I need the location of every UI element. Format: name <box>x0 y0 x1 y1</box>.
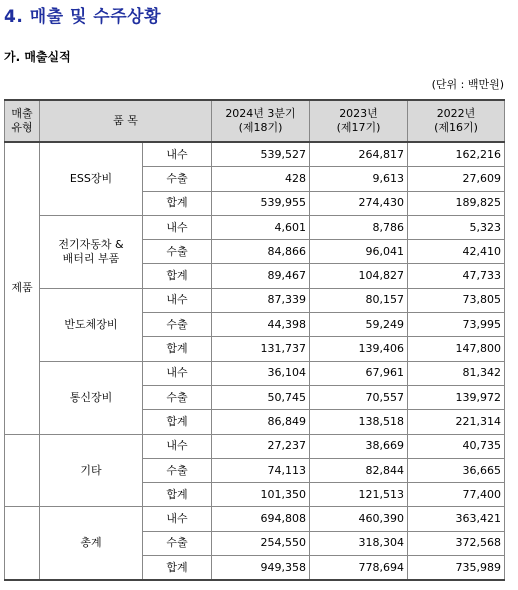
header-period-1-year: 2024년 3분기 <box>225 107 296 120</box>
sales-kind-cell: 수출 <box>143 167 212 191</box>
header-period-3-term: (제16기) <box>434 121 478 134</box>
value-cell-period-1: 74,113 <box>212 458 310 482</box>
value-cell-period-2: 104,827 <box>310 264 408 288</box>
sales-kind-cell: 내수 <box>143 215 212 239</box>
value-cell-period-2: 82,844 <box>310 458 408 482</box>
sales-kind-cell: 수출 <box>143 458 212 482</box>
sales-kind-cell: 합계 <box>143 556 212 581</box>
sub-title: 가. 매출실적 <box>4 50 71 64</box>
value-cell-period-1: 36,104 <box>212 361 310 385</box>
category-cell <box>5 507 40 580</box>
value-cell-period-1: 86,849 <box>212 410 310 434</box>
value-cell-period-3: 81,342 <box>408 361 505 385</box>
value-cell-period-3: 27,609 <box>408 167 505 191</box>
sales-kind-cell: 내수 <box>143 142 212 167</box>
value-cell-period-1: 89,467 <box>212 264 310 288</box>
value-cell-period-2: 9,613 <box>310 167 408 191</box>
value-cell-period-1: 44,398 <box>212 313 310 337</box>
header-period-2 <box>310 100 408 142</box>
value-cell-period-2: 8,786 <box>310 215 408 239</box>
value-cell-period-3: 73,805 <box>408 288 505 312</box>
value-cell-period-2: 138,518 <box>310 410 408 434</box>
sales-kind-cell: 내수 <box>143 288 212 312</box>
table-row <box>5 434 505 458</box>
table-row <box>5 142 505 167</box>
value-cell-period-2: 121,513 <box>310 483 408 507</box>
value-cell-period-1: 101,350 <box>212 483 310 507</box>
value-cell-period-2: 318,304 <box>310 531 408 555</box>
value-cell-period-1: 131,737 <box>212 337 310 361</box>
value-cell-period-3: 221,314 <box>408 410 505 434</box>
sales-kind-cell: 합계 <box>143 337 212 361</box>
table-header-row <box>5 100 505 142</box>
sales-kind-cell: 내수 <box>143 434 212 458</box>
sales-kind-cell: 내수 <box>143 361 212 385</box>
sales-kind-cell: 합계 <box>143 483 212 507</box>
header-period-2-term: (제17기) <box>336 121 381 134</box>
value-cell-period-3: 5,323 <box>408 215 505 239</box>
value-cell-period-2: 139,406 <box>310 337 408 361</box>
sales-table-body <box>5 142 505 580</box>
sales-kind-cell: 수출 <box>143 385 212 409</box>
value-cell-period-2: 96,041 <box>310 240 408 264</box>
value-cell-period-2: 460,390 <box>310 507 408 531</box>
category-cell <box>5 434 40 507</box>
value-cell-period-3: 735,989 <box>408 556 505 581</box>
value-cell-period-2: 274,430 <box>310 191 408 215</box>
header-period-3 <box>408 100 505 142</box>
item-name-cell: 반도체장비 <box>40 288 143 361</box>
unit-note: (단위 : 백만원) <box>431 78 504 91</box>
value-cell-period-2: 38,669 <box>310 434 408 458</box>
item-name-cell: 기타 <box>40 434 143 507</box>
item-name-cell: ESS장비 <box>40 142 143 215</box>
item-name-cell: 통신장비 <box>40 361 143 434</box>
header-period-2-year: 2023년 <box>339 107 378 120</box>
value-cell-period-2: 70,557 <box>310 385 408 409</box>
header-item: 품 목 <box>40 100 212 142</box>
sales-kind-cell: 합계 <box>143 191 212 215</box>
value-cell-period-1: 539,527 <box>212 142 310 167</box>
value-cell-period-3: 73,995 <box>408 313 505 337</box>
header-period-3-year: 2022년 <box>436 107 476 120</box>
value-cell-period-3: 363,421 <box>408 507 505 531</box>
value-cell-period-3: 40,735 <box>408 434 505 458</box>
value-cell-period-3: 162,216 <box>408 142 505 167</box>
section-title: 4. 매출 및 수주상황 <box>4 7 161 27</box>
table-row <box>5 507 505 531</box>
table-row <box>5 361 505 385</box>
value-cell-period-1: 87,339 <box>212 288 310 312</box>
value-cell-period-3: 147,800 <box>408 337 505 361</box>
value-cell-period-2: 80,157 <box>310 288 408 312</box>
value-cell-period-2: 778,694 <box>310 556 408 581</box>
value-cell-period-1: 254,550 <box>212 531 310 555</box>
value-cell-period-1: 27,237 <box>212 434 310 458</box>
header-period-1 <box>212 100 310 142</box>
value-cell-period-1: 428 <box>212 167 310 191</box>
table-row <box>5 288 505 312</box>
value-cell-period-2: 264,817 <box>310 142 408 167</box>
value-cell-period-3: 47,733 <box>408 264 505 288</box>
sales-table <box>4 99 505 581</box>
value-cell-period-1: 694,808 <box>212 507 310 531</box>
value-cell-period-1: 84,866 <box>212 240 310 264</box>
value-cell-period-1: 539,955 <box>212 191 310 215</box>
value-cell-period-3: 189,825 <box>408 191 505 215</box>
category-cell: 제품 <box>5 142 40 434</box>
value-cell-period-3: 77,400 <box>408 483 505 507</box>
value-cell-period-2: 59,249 <box>310 313 408 337</box>
value-cell-period-3: 42,410 <box>408 240 505 264</box>
item-name-cell: 전기자동차 & 배터리 부품 <box>40 215 143 288</box>
header-category <box>5 100 40 142</box>
sales-kind-cell: 내수 <box>143 507 212 531</box>
value-cell-period-1: 949,358 <box>212 556 310 581</box>
sales-kind-cell: 수출 <box>143 531 212 555</box>
sales-kind-cell: 합계 <box>143 410 212 434</box>
header-category-line-2: 유형 <box>11 121 33 134</box>
value-cell-period-3: 372,568 <box>408 531 505 555</box>
value-cell-period-1: 50,745 <box>212 385 310 409</box>
table-row <box>5 215 505 239</box>
value-cell-period-3: 36,665 <box>408 458 505 482</box>
header-category-line-1: 매출 <box>11 107 33 120</box>
value-cell-period-1: 4,601 <box>212 215 310 239</box>
value-cell-period-3: 139,972 <box>408 385 505 409</box>
sales-kind-cell: 수출 <box>143 313 212 337</box>
value-cell-period-2: 67,961 <box>310 361 408 385</box>
item-name-cell: 총계 <box>40 507 143 580</box>
sales-kind-cell: 수출 <box>143 240 212 264</box>
header-period-1-term: (제18기) <box>238 121 283 134</box>
sales-kind-cell: 합계 <box>143 264 212 288</box>
